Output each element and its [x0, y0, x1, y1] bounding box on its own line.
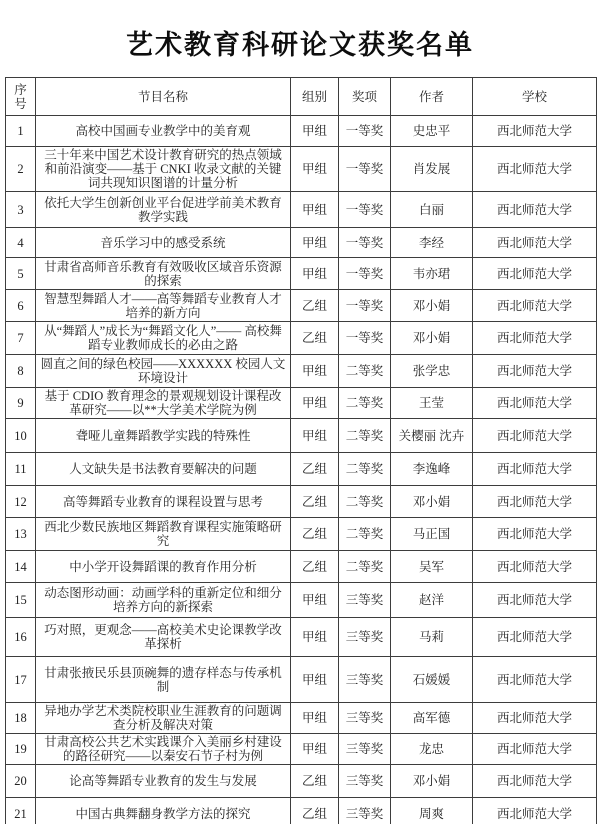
cell-group: 乙组: [291, 518, 339, 551]
cell-paper-title: 圆直之间的绿色校园——XXXXXX 校园人文环境设计: [36, 355, 291, 388]
cell-award: 二等奖: [339, 419, 391, 453]
cell-paper-title: 音乐学习中的感受系统: [36, 228, 291, 258]
table-row: [6, 734, 597, 765]
cell-school: 西北师范大学: [473, 518, 597, 551]
cell-group: 甲组: [291, 734, 339, 765]
cell-award: 一等奖: [339, 258, 391, 290]
cell-award: 三等奖: [339, 765, 391, 798]
cell-group: 乙组: [291, 322, 339, 355]
table-row: [6, 192, 597, 228]
cell-award: 一等奖: [339, 116, 391, 147]
cell-author: 肖发展: [391, 147, 473, 192]
cell-paper-title: 从“舞蹈人”成长为“舞蹈文化人”—— 高校舞蹈专业教师成长的必由之路: [36, 322, 291, 355]
cell-group: 甲组: [291, 147, 339, 192]
cell-serial-number: 16: [6, 618, 36, 657]
cell-paper-title: 中小学开设舞蹈课的教育作用分析: [36, 551, 291, 583]
table-row: [6, 518, 597, 551]
cell-award: 一等奖: [339, 147, 391, 192]
cell-author: 高军德: [391, 703, 473, 734]
cell-serial-number: 18: [6, 703, 36, 734]
cell-group: 甲组: [291, 355, 339, 388]
cell-paper-title: 高等舞蹈专业教育的课程设置与思考: [36, 486, 291, 518]
table-row: [6, 657, 597, 703]
cell-serial-number: 1: [6, 116, 36, 147]
cell-paper-title: 西北少数民族地区舞蹈教育课程实施策略研究: [36, 518, 291, 551]
cell-group: 甲组: [291, 618, 339, 657]
header-group: 组别: [291, 78, 339, 116]
table-row: [6, 116, 597, 147]
table-row: [6, 798, 597, 824]
cell-school: 西北师范大学: [473, 657, 597, 703]
document-page: [0, 30, 600, 824]
cell-author: 邓小娟: [391, 486, 473, 518]
cell-author: 周爽: [391, 798, 473, 824]
cell-author: 赵洋: [391, 583, 473, 618]
cell-school: 西北师范大学: [473, 486, 597, 518]
cell-paper-title: 甘肃省高师音乐教育有效吸收区域音乐资源的探索: [36, 258, 291, 290]
cell-author: 李经: [391, 228, 473, 258]
cell-author: 李逸峰: [391, 453, 473, 486]
cell-author: 邓小娟: [391, 765, 473, 798]
cell-serial-number: 6: [6, 290, 36, 322]
cell-author: 吴军: [391, 551, 473, 583]
cell-serial-number: 21: [6, 798, 36, 824]
cell-author: 王莹: [391, 388, 473, 419]
cell-award: 二等奖: [339, 355, 391, 388]
cell-author: 关樱丽 沈卉: [391, 419, 473, 453]
cell-award: 三等奖: [339, 583, 391, 618]
cell-award: 二等奖: [339, 551, 391, 583]
table-row: [6, 147, 597, 192]
cell-school: 西北师范大学: [473, 258, 597, 290]
cell-school: 西北师范大学: [473, 551, 597, 583]
cell-award: 三等奖: [339, 734, 391, 765]
cell-paper-title: 论高等舞蹈专业教育的发生与发展: [36, 765, 291, 798]
header-paper-title: 节目名称: [36, 78, 291, 116]
cell-school: 西北师范大学: [473, 583, 597, 618]
table-row: [6, 551, 597, 583]
cell-award: 三等奖: [339, 657, 391, 703]
cell-school: 西北师范大学: [473, 388, 597, 419]
cell-author: 石媛媛: [391, 657, 473, 703]
cell-serial-number: 11: [6, 453, 36, 486]
header-author: 作者: [391, 78, 473, 116]
cell-author: 史忠平: [391, 116, 473, 147]
table-row: [6, 583, 597, 618]
table-row: [6, 388, 597, 419]
table-row: [6, 322, 597, 355]
cell-author: 张学忠: [391, 355, 473, 388]
cell-paper-title: 智慧型舞蹈人才——高等舞蹈专业教育人才培养的新方向: [36, 290, 291, 322]
table-row: [6, 228, 597, 258]
cell-group: 甲组: [291, 703, 339, 734]
table-row: [6, 618, 597, 657]
cell-group: 乙组: [291, 453, 339, 486]
table-row: [6, 258, 597, 290]
cell-serial-number: 15: [6, 583, 36, 618]
cell-award: 三等奖: [339, 798, 391, 824]
cell-group: 乙组: [291, 486, 339, 518]
cell-paper-title: 人文缺失是书法教育要解决的问题: [36, 453, 291, 486]
cell-school: 西北师范大学: [473, 618, 597, 657]
table-row: [6, 453, 597, 486]
cell-group: 乙组: [291, 798, 339, 824]
cell-award: 一等奖: [339, 228, 391, 258]
cell-group: 乙组: [291, 765, 339, 798]
cell-group: 甲组: [291, 258, 339, 290]
cell-school: 西北师范大学: [473, 798, 597, 824]
table-row: [6, 486, 597, 518]
header-row: [6, 78, 597, 116]
cell-school: 西北师范大学: [473, 192, 597, 228]
table-row: [6, 290, 597, 322]
cell-award: 三等奖: [339, 618, 391, 657]
cell-author: 龙忠: [391, 734, 473, 765]
cell-paper-title: 动态图形动画：动画学科的重新定位和细分培养方向的新探索: [36, 583, 291, 618]
table-row: [6, 419, 597, 453]
cell-serial-number: 7: [6, 322, 36, 355]
cell-group: 甲组: [291, 583, 339, 618]
cell-author: 韦亦珺: [391, 258, 473, 290]
cell-serial-number: 8: [6, 355, 36, 388]
cell-serial-number: 20: [6, 765, 36, 798]
cell-award: 一等奖: [339, 192, 391, 228]
cell-serial-number: 9: [6, 388, 36, 419]
cell-group: 甲组: [291, 192, 339, 228]
cell-award: 二等奖: [339, 518, 391, 551]
cell-award: 二等奖: [339, 388, 391, 419]
cell-author: 邓小娟: [391, 290, 473, 322]
cell-paper-title: 三十年来中国艺术设计教育研究的热点领域和前沿演变——基于 CNKI 收录文献的关键词共现知识图谱的计量分析: [36, 147, 291, 192]
cell-group: 甲组: [291, 657, 339, 703]
cell-group: 乙组: [291, 551, 339, 583]
cell-group: 甲组: [291, 419, 339, 453]
cell-serial-number: 4: [6, 228, 36, 258]
page-title: 艺术教育科研论文获奖名单: [126, 30, 474, 60]
cell-serial-number: 10: [6, 419, 36, 453]
cell-serial-number: 2: [6, 147, 36, 192]
cell-award: 一等奖: [339, 322, 391, 355]
cell-serial-number: 14: [6, 551, 36, 583]
cell-serial-number: 12: [6, 486, 36, 518]
cell-author: 邓小娟: [391, 322, 473, 355]
cell-school: 西北师范大学: [473, 322, 597, 355]
cell-school: 西北师范大学: [473, 703, 597, 734]
cell-paper-title: 高校中国画专业教学中的美育观: [36, 116, 291, 147]
cell-school: 西北师范大学: [473, 116, 597, 147]
cell-award: 三等奖: [339, 703, 391, 734]
awards-table: [5, 77, 597, 824]
cell-paper-title: 异地办学艺术类院校职业生涯教育的问题调查分析及解决对策: [36, 703, 291, 734]
header-award: 奖项: [339, 78, 391, 116]
cell-school: 西北师范大学: [473, 355, 597, 388]
cell-paper-title: 巧对照，更观念——高校美术史论课教学改革探析: [36, 618, 291, 657]
cell-group: 乙组: [291, 290, 339, 322]
cell-paper-title: 甘肃张掖民乐县顶碗舞的遗存样态与传承机制: [36, 657, 291, 703]
cell-school: 西北师范大学: [473, 290, 597, 322]
header-serial-number: 序号: [6, 78, 36, 116]
cell-school: 西北师范大学: [473, 765, 597, 798]
table-row: [6, 703, 597, 734]
cell-award: 二等奖: [339, 453, 391, 486]
cell-paper-title: 基于 CDIO 教育理念的景观规划设计课程改革研究——以**大学美术学院为例: [36, 388, 291, 419]
table-row: [6, 765, 597, 798]
cell-serial-number: 3: [6, 192, 36, 228]
cell-paper-title: 中国古典舞翻身教学方法的探究: [36, 798, 291, 824]
cell-serial-number: 17: [6, 657, 36, 703]
cell-author: 马莉: [391, 618, 473, 657]
cell-school: 西北师范大学: [473, 734, 597, 765]
cell-paper-title: 依托大学生创新创业平台促进学前美术教育教学实践: [36, 192, 291, 228]
cell-author: 马正国: [391, 518, 473, 551]
cell-award: 一等奖: [339, 290, 391, 322]
cell-school: 西北师范大学: [473, 228, 597, 258]
cell-school: 西北师范大学: [473, 147, 597, 192]
cell-school: 西北师范大学: [473, 453, 597, 486]
cell-serial-number: 13: [6, 518, 36, 551]
cell-serial-number: 5: [6, 258, 36, 290]
cell-paper-title: 聋哑儿童舞蹈教学实践的特殊性: [36, 419, 291, 453]
cell-group: 甲组: [291, 228, 339, 258]
cell-school: 西北师范大学: [473, 419, 597, 453]
cell-group: 甲组: [291, 116, 339, 147]
cell-author: 白丽: [391, 192, 473, 228]
table-row: [6, 355, 597, 388]
cell-paper-title: 甘肃高校公共艺术实践课介入美丽乡村建设的路径研究——以秦安石节子村为例: [36, 734, 291, 765]
header-school: 学校: [473, 78, 597, 116]
cell-serial-number: 19: [6, 734, 36, 765]
cell-group: 甲组: [291, 388, 339, 419]
cell-award: 二等奖: [339, 486, 391, 518]
